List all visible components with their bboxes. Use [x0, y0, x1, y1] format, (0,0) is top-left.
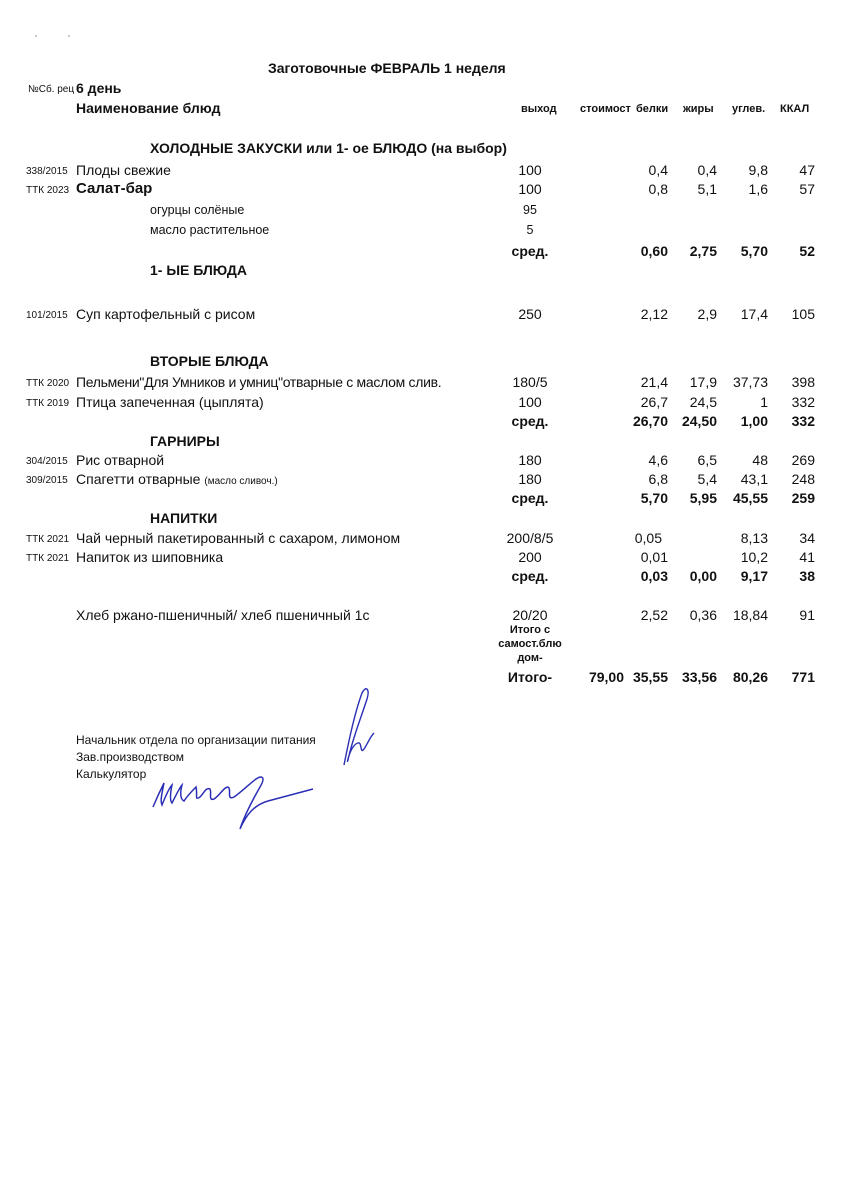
dish-name: Пельмени"Для Умников и умниц"отварные с маслом слив. — [76, 374, 442, 390]
total-kcal: 771 — [791, 669, 815, 685]
ingredient-output: 5 — [526, 223, 534, 237]
total-fat: 33,56 — [681, 669, 717, 685]
totals-note-line: дом- — [517, 652, 543, 664]
average-label: сред. — [511, 568, 549, 584]
dish-protein: 0,05 — [634, 530, 662, 546]
dish-fat: 6,5 — [697, 452, 717, 468]
day-label: 6 день — [76, 80, 122, 96]
avg-carbs: 5,70 — [740, 243, 768, 259]
avg-kcal: 259 — [791, 490, 815, 506]
totals-note-line: Итого с — [509, 624, 551, 636]
dish-protein: 21,4 — [640, 374, 668, 390]
dish-output: 180 — [518, 452, 542, 468]
dish-fat: 17,9 — [689, 374, 717, 390]
dish-name: Рис отварной — [76, 452, 165, 468]
dish-kcal: 91 — [799, 607, 815, 623]
signature-head-icon — [330, 685, 390, 785]
name-column-header: Наименование блюд — [76, 100, 221, 116]
dish-kcal: 34 — [799, 530, 815, 546]
scan-speck — [68, 35, 70, 37]
dish-kcal: 398 — [791, 374, 815, 390]
avg-fat: 2,75 — [689, 243, 717, 259]
dish-name: Салат-бар — [76, 180, 153, 197]
signatory-head-of-catering: Начальник отдела по организации питания — [76, 733, 316, 747]
avg-kcal: 52 — [799, 243, 815, 259]
recipe-code: ТТК 2019 — [26, 398, 70, 409]
dish-carbs: 17,4 — [740, 306, 768, 322]
dish-fat: 5,4 — [697, 471, 717, 487]
dish-protein: 6,8 — [648, 471, 668, 487]
totals-label: Итого- — [507, 669, 553, 685]
dish-name-note: (масло сливоч.) — [204, 476, 278, 487]
dish-protein: 26,7 — [640, 394, 668, 410]
recipe-code: ТТК 2020 — [26, 378, 70, 389]
total-protein: 35,55 — [632, 669, 668, 685]
section-title-cold: ХОЛОДНЫЕ ЗАКУСКИ или 1- ое БЛЮДО (на выбор) — [150, 140, 507, 156]
dish-name: Хлеб ржано-пшеничный/ хлеб пшеничный 1с — [76, 607, 370, 623]
dish-carbs: 9,8 — [748, 162, 768, 178]
dish-output: 200/8/5 — [506, 530, 554, 546]
recipe-code: ТТК 2023 — [26, 185, 70, 196]
section-title-second: ВТОРЫЕ БЛЮДА — [150, 353, 269, 369]
avg-fat: 5,95 — [689, 490, 717, 506]
recipe-code: 309/2015 — [26, 475, 68, 486]
dish-fat: 0,36 — [689, 607, 717, 623]
signatory-calculator: Калькулятор — [76, 767, 147, 781]
dish-protein: 2,52 — [640, 607, 668, 623]
avg-protein: 5,70 — [640, 490, 668, 506]
dish-output: 100 — [518, 394, 542, 410]
dish-name: Суп картофельный с рисом — [76, 306, 256, 322]
avg-kcal: 332 — [791, 413, 815, 429]
dish-output: 20/20 — [512, 607, 548, 623]
avg-protein: 0,60 — [640, 243, 668, 259]
dish-carbs: 10,2 — [740, 549, 768, 565]
signature-calculator-icon — [148, 765, 318, 835]
recipe-code: 304/2015 — [26, 456, 68, 467]
dish-carbs: 8,13 — [740, 530, 768, 546]
average-label: сред. — [511, 243, 549, 259]
signatory-production-manager: Зав.производством — [76, 750, 184, 764]
average-label: сред. — [511, 490, 549, 506]
dish-protein: 0,8 — [648, 181, 668, 197]
dish-fat: 0,4 — [697, 162, 717, 178]
kcal-column-header: ККАЛ — [780, 103, 810, 115]
dish-kcal: 41 — [799, 549, 815, 565]
dish-name: Чай черный пакетированный с сахаром, лимоном — [76, 530, 401, 546]
cost-column-header: стоимост — [580, 103, 631, 115]
dish-name — [76, 471, 278, 487]
dish-kcal: 47 — [799, 162, 815, 178]
avg-carbs: 1,00 — [740, 413, 768, 429]
recipe-number-label: №Сб. рец — [28, 84, 75, 95]
recipe-code: ТТК 2021 — [26, 553, 70, 564]
output-column-header: выход — [521, 103, 557, 115]
avg-kcal: 38 — [799, 568, 815, 584]
section-title-garnish: ГАРНИРЫ — [150, 433, 220, 449]
avg-carbs: 9,17 — [740, 568, 768, 584]
dish-name: Птица запеченная (цыплята) — [76, 394, 264, 410]
dish-protein: 0,4 — [648, 162, 668, 178]
dish-protein: 0,01 — [640, 549, 668, 565]
scan-speck — [35, 35, 37, 37]
dish-name: Плоды свежие — [76, 162, 171, 178]
recipe-code: 101/2015 — [26, 310, 68, 321]
dish-protein: 4,6 — [648, 452, 668, 468]
total-cost: 79,00 — [588, 669, 624, 685]
dish-kcal: 105 — [791, 306, 815, 322]
avg-fat: 24,50 — [681, 413, 717, 429]
dish-output: 180 — [518, 471, 542, 487]
dish-carbs: 37,73 — [732, 374, 768, 390]
dish-fat: 2,9 — [697, 306, 717, 322]
avg-carbs: 45,55 — [732, 490, 768, 506]
dish-kcal: 332 — [791, 394, 815, 410]
totals-note-line: самост.блю — [498, 638, 562, 650]
total-carbs: 80,26 — [732, 669, 768, 685]
dish-output: 180/5 — [512, 374, 548, 390]
dish-name: Напиток из шиповника — [76, 549, 224, 565]
recipe-code: ТТК 2021 — [26, 534, 70, 545]
dish-carbs: 43,1 — [740, 471, 768, 487]
dish-name-text: Спагетти отварные — [76, 471, 201, 487]
page-title: Заготовочные ФЕВРАЛЬ 1 неделя — [268, 60, 506, 76]
avg-protein: 26,70 — [632, 413, 668, 429]
totals-note — [496, 623, 564, 665]
dish-fat: 5,1 — [697, 181, 717, 197]
protein-column-header: белки — [636, 103, 669, 115]
dish-kcal: 248 — [791, 471, 815, 487]
dish-carbs: 1 — [760, 394, 768, 410]
dish-carbs: 1,6 — [748, 181, 768, 197]
ingredient-output: 95 — [523, 203, 537, 217]
dish-output: 100 — [518, 162, 542, 178]
average-label: сред. — [511, 413, 549, 429]
avg-protein: 0,03 — [640, 568, 668, 584]
avg-fat: 0,00 — [689, 568, 717, 584]
ingredient-name: огурцы солёные — [150, 203, 245, 217]
dish-fat: 24,5 — [689, 394, 717, 410]
dish-kcal: 269 — [791, 452, 815, 468]
recipe-code: 338/2015 — [26, 166, 68, 177]
dish-carbs: 48 — [752, 452, 768, 468]
dish-carbs: 18,84 — [732, 607, 768, 623]
dish-output: 200 — [518, 549, 542, 565]
section-title-first: 1- ЫЕ БЛЮДА — [150, 262, 247, 278]
carbs-column-header: углев. — [732, 103, 766, 115]
dish-output: 250 — [518, 306, 542, 322]
dish-kcal: 57 — [799, 181, 815, 197]
dish-output: 100 — [518, 181, 542, 197]
ingredient-name: масло растительное — [150, 223, 270, 237]
section-title-drinks: НАПИТКИ — [150, 510, 218, 526]
fat-column-header: жиры — [683, 103, 714, 115]
dish-protein: 2,12 — [640, 306, 668, 322]
